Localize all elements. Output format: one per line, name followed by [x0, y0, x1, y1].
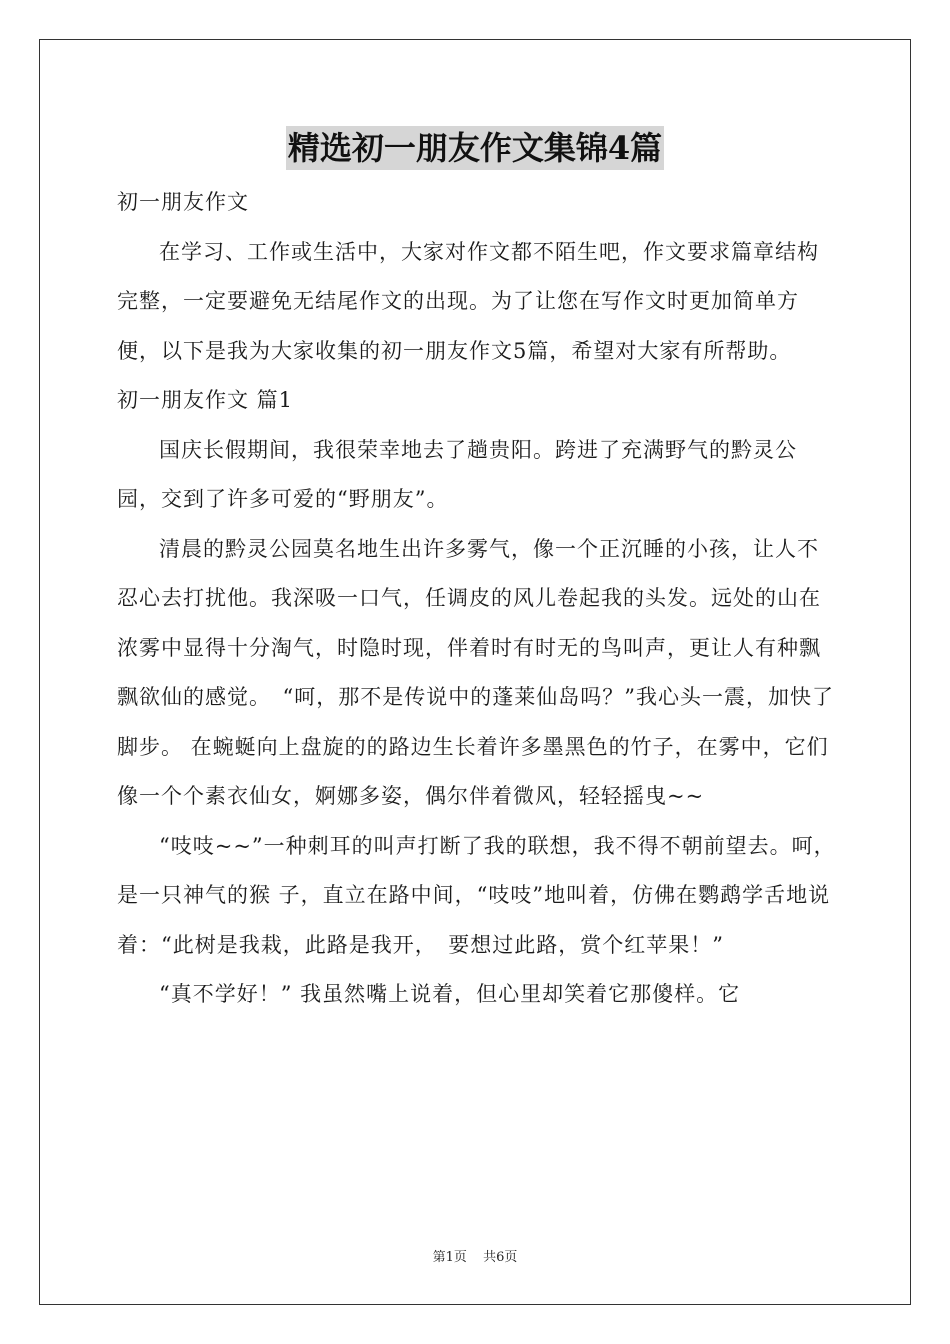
body-paragraph: 在学习、工作或生活中，大家对作文都不陌生吧，作文要求篇章结构完整，一定要避免无结尾作文的出现。为了让您在写作文时更加简单方便，以下是我为大家收集的初一朋友作文5篇，希望对大家有所帮助。 [117, 239, 819, 363]
body-paragraph: 国庆长假期间，我很荣幸地去了趟贵阳。跨进了充满野气的黔灵公园，交到了许多可爱的“野朋友”。 [117, 437, 797, 511]
body-paragraph: 清晨的黔灵公园莫名地生出许多雾气，像一个正沉睡的小孩，让人不忍心去打扰他。我深吸一口气，任调皮的风儿卷起我的头发。远处的山在浓雾中显得十分淘气，时隐时现，伴着时有时无的鸟叫声，更让人有种飘飘欲仙的感觉。 “呵，那不是传说中的蓬莱仙岛吗？”我心头一震，加快了脚步。 在蜿蜒向上盘旋的的路边生长着许多墨黑色的竹子，在雾中，它们像一个个素衣仙女，婀娜多姿，偶尔伴着微风，轻轻摇曳~~ [117, 536, 834, 808]
document-title: 精选初一朋友作文集锦4篇 [286, 126, 664, 170]
section-heading: 初一朋友作文 篇1 [117, 388, 294, 412]
section-heading: 初一朋友作文 [117, 190, 249, 214]
document-body [117, 178, 837, 1020]
total-pages: 共6页 [483, 1250, 518, 1265]
page-number: 第1页 [432, 1250, 467, 1265]
body-paragraph: “吱吱~~”一种刺耳的叫声打断了我的联想，我不得不朝前望去。呵，是一只神气的猴 子，直立在路中间，“吱吱”地叫着，仿佛在鹦鹉学舌地说着：“此树是我栽，此路是我开， 要想过此路，赏个红苹果！” [117, 833, 836, 957]
page-footer [0, 1246, 950, 1265]
body-paragraph: “真不学好！” 我虽然嘴上说着，但心里却笑着它那傻样。它 [159, 982, 741, 1006]
title-area [0, 126, 950, 170]
